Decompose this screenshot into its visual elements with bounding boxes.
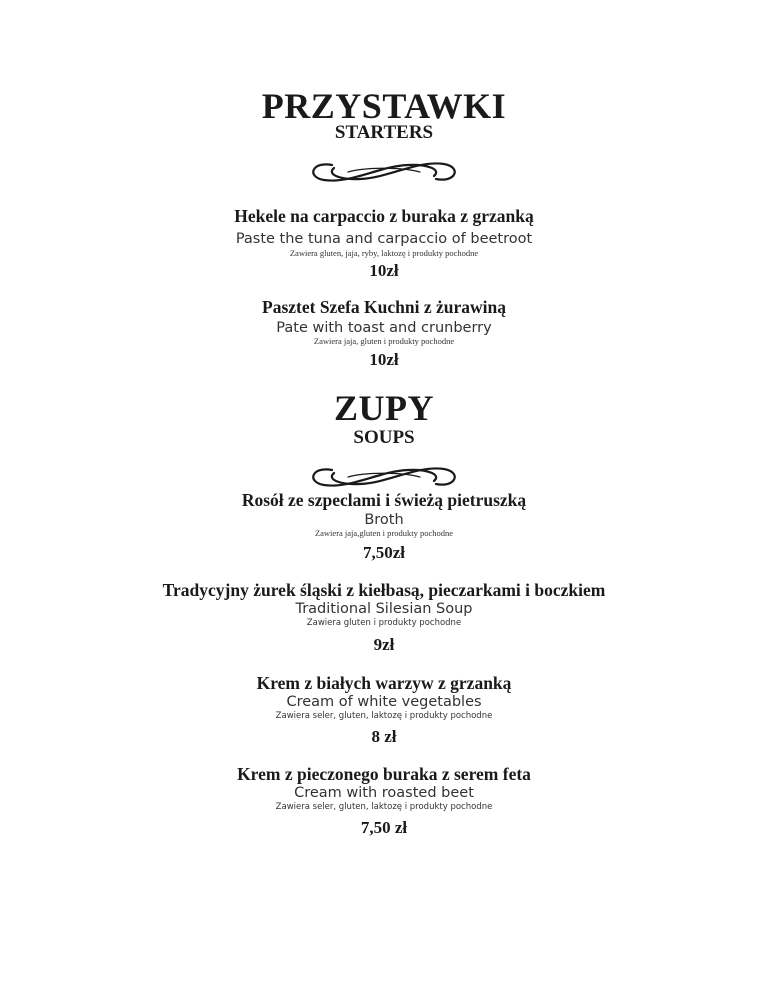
scroll-flourish-icon [302, 460, 466, 494]
menu-item-price: 7,50zł [362, 543, 406, 562]
menu-item-name: Krem z białych warzyw z grzanką [256, 673, 512, 693]
menu-item-english: Pate with toast and crunberry [276, 320, 492, 336]
menu-item-english: Paste the tuna and carpaccio of beetroot [235, 231, 533, 247]
menu-item-allergens: Zawiera gluten i produkty pochodne [306, 618, 462, 628]
section-subtitle-starters: STARTERS [334, 122, 434, 143]
menu-item-price: 10zł [369, 350, 399, 369]
menu-item-allergens: Zawiera jaja,gluten i produkty pochodne [314, 528, 454, 538]
divider-soups [0, 460, 768, 494]
section-subtitle-soups: SOUPS [353, 427, 415, 448]
menu-item-name: Pasztet Szefa Kuchni z żurawiną [262, 297, 506, 317]
scroll-flourish-icon [302, 155, 466, 189]
menu-item-english: Cream of white vegetables [286, 694, 482, 710]
menu-item-english: Broth [364, 512, 404, 528]
menu-item-price: 8 zł [371, 727, 397, 746]
menu-item-price: 7,50 zł [360, 818, 408, 837]
menu-item-name: Rosół ze szpeclami i świeżą pietruszką [241, 490, 527, 510]
section-title-starters: PRZYSTAWKI [261, 86, 507, 126]
menu-item-allergens: Zawiera gluten, jaja, ryby, laktozę i produkty pochodne [289, 248, 479, 258]
menu-item-allergens: Zawiera jaja, gluten i produkty pochodne [313, 336, 455, 346]
menu-item-name: Tradycyjny żurek śląski z kiełbasą, pieczarkami i boczkiem [162, 580, 606, 600]
section-title-soups: ZUPY [334, 388, 434, 428]
menu-item-name: Krem z pieczonego buraka z serem feta [237, 764, 531, 784]
menu-item-allergens: Zawiera seler, gluten, laktozę i produkty pochodne [275, 711, 493, 721]
menu-item-allergens: Zawiera seler, gluten, laktozę i produkty pochodne [275, 802, 493, 812]
menu-item-english: Traditional Silesian Soup [295, 601, 473, 617]
menu-item-name: Hekele na carpaccio z buraka z grzanką [234, 206, 534, 226]
menu-item-english: Cream with roasted beet [294, 785, 474, 801]
divider-starters [0, 155, 768, 189]
menu-item-price: 10zł [369, 261, 399, 280]
menu-item-price: 9zł [373, 635, 395, 654]
